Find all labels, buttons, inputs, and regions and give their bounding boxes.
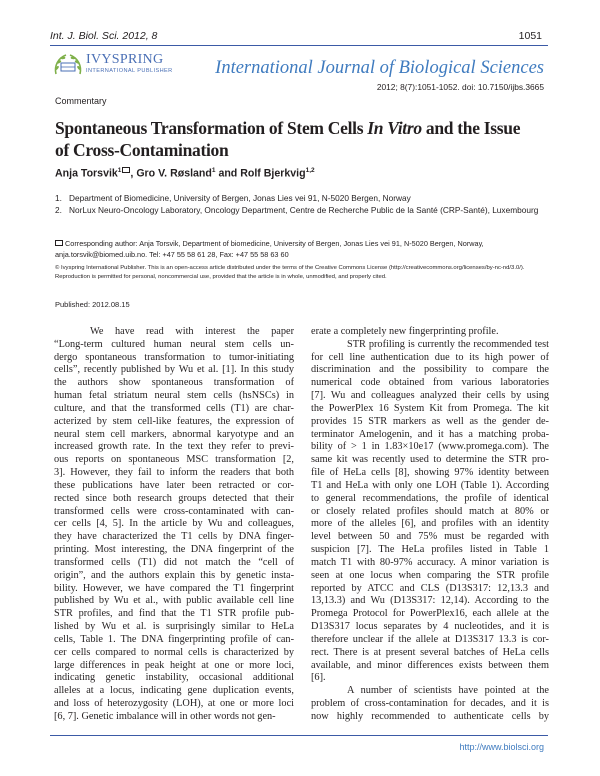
body-text-line: printing. Most interesting, the DNA fingerprint of the [54, 544, 294, 556]
body-text-line: provides 15 STR markers as well as the gender de- [311, 415, 549, 427]
body-text-line: dergo spontaneous transformation to tumor-initiating [54, 351, 294, 363]
affiliation-text: NorLux Neuro-Oncology Laboratory, Oncology Department, Centre de Recherche Public de la Santé (CRP-Santé), Luxembourg [69, 205, 539, 215]
corresponding-author [55, 239, 550, 260]
page-number: 1051 [518, 30, 542, 42]
body-text-line: D13S317 locus separates by 4 nucleotides, and it is [311, 621, 549, 633]
author-affil-ref: 1,2 [305, 167, 315, 174]
body-text-line: problem of cross-contamination for decades, and it is [311, 698, 549, 710]
body-column-left [54, 326, 294, 724]
body-text-line: file of HeLa cells [8], showing 97% identity between [311, 467, 549, 479]
journal-url-link[interactable]: http://www.biolsci.org [459, 742, 544, 752]
affiliation-text: Department of Biomedicine, University of Bergen, Jonas Lies vei 91, N-5020 Bergen, Norway [69, 193, 411, 203]
license-notice: © Ivyspring International Publisher. This is an open-access article distributed under the terms of the Creative Commons License (http://creativecommons.org/licenses/by-nc-nd/3.0/). Reproduction is permitted for personal, noncommercial use, provided that the article is in whole, unmodified, and properly cited. [55, 265, 525, 281]
publisher-subtitle: INTERNATIONAL PUBLISHER [86, 68, 173, 74]
body-text-line: human fetal striatum neural stem cells (hsNSCs) in [54, 390, 294, 402]
laurel-icon [52, 52, 84, 78]
journal-title: International Journal of Biological Sciences [215, 58, 544, 78]
body-text-line: origin”, and the authors explain this by genetic insta- [54, 569, 294, 581]
body-text-line: transformed cells were cross-contaminated with can- [54, 505, 294, 517]
article-type: Commentary [55, 96, 107, 106]
header-rule [50, 45, 548, 46]
body-text-line: A number of scientists have pointed at the [347, 685, 549, 697]
body-text-line: cer cells [4, 5]. In the article by Wu and colleagues, [54, 518, 294, 530]
body-text-line: We have read with interest the paper [90, 326, 294, 337]
journal-short-ref: Int. J. Biol. Sci. 2012, 8 [50, 30, 158, 42]
author-name: Gro V. Røsland [136, 167, 212, 180]
body-text-line: [7]. Wu and colleagues analyzed their cells by using [311, 390, 549, 402]
title-italic: In Vitro [367, 118, 422, 138]
author-list: Anja Torsvik$^1$ , Gro V. Røsland$^1$ and Rolf Bjerkvig$^{1,2}$ [55, 167, 315, 180]
body-text-line: and loss of heterozygosity (LOH), at one or more loci [54, 698, 294, 710]
body-text-line: 13,13.3) and Wu (D13S317: 12,14). According to the [311, 595, 549, 607]
body-text-line: now highly recommended to authenticate cells by [311, 710, 549, 722]
body-text-line: they have characterized the T1 cells by DNA finger- [54, 531, 294, 543]
body-text-line: [6, 7]. Genetic imbalance will in other words not gen- [54, 710, 276, 722]
body-text-line: cer cells compared to normal cells is characterized by [54, 646, 294, 658]
author-name: Anja Torsvik [55, 167, 118, 180]
envelope-icon [122, 167, 130, 173]
article-title [55, 117, 525, 161]
envelope-icon [55, 240, 63, 246]
body-text-line: [6]. [311, 672, 326, 684]
affiliation-number: 2. [55, 205, 62, 215]
affiliation [55, 192, 550, 204]
body-text-line: for cell line authentication due to its high power of [311, 351, 549, 363]
body-text-line: seen at one locus when comparing the STR profile [311, 569, 549, 581]
body-text-line: suspicion [7]. The HeLa profiles listed in Table 1 [311, 544, 549, 556]
body-text-line: 3]. However, they fail to inform the readers that both [54, 467, 294, 479]
body-text-line: cells”, recently published by Wu et al. [1]. In this study [54, 364, 294, 376]
body-text-line: increased growth rate. In the text they refer to previ- [54, 441, 294, 453]
body-text-line: therefore unclear if the allele at D13S317 13.3 is cor- [311, 633, 549, 645]
body-text-line: reported by ATCC and CLS (D13S317: 12,13.3 and [311, 582, 549, 594]
body-text-line: transformed cells (T1) did not match the “cell of [54, 556, 294, 568]
body-text-line: STR profiles, and find that the T1 STR profile pub- [54, 608, 294, 620]
title-part-2: and the Issue of Cross-Contamination [55, 118, 521, 160]
body-text-line: culture, and that the transformed cells (T1) are char- [54, 402, 294, 414]
body-text-line: STR profiling is currently the recommended test [347, 338, 549, 350]
body-text-line: to general recommendations, the profile of identical [311, 492, 549, 504]
body-text-line: rect. There is at present several batches of HeLa cells [311, 646, 549, 658]
corresponding-text: Corresponding author: Anja Torsvik, Department of biomedicine, University of Bergen, Jonas Lies vei 91, N-5020 Bergen, Norway, anja.torsvik@biomed.uib.no. Tel: +47 55 58 61 28, Fax: +47 55 58 63 60 [55, 239, 484, 259]
affiliation-number: 1. [55, 193, 62, 203]
body-text-line: bility. However, we have compared the T1 fingerprint [54, 582, 294, 594]
publisher-logo [52, 50, 182, 80]
body-text-line: T1 and HeLa with only one LOH (Table 1). According [311, 479, 549, 491]
body-text-line: neural stem cell markers, abnormal karyotype and an [54, 428, 294, 440]
author-affil-ref: 1 [117, 167, 122, 174]
body-text-line: alleles at a locus, indicating gene duplication events, [54, 685, 294, 697]
body-text-line: published by Wu et al., with public available cell line [54, 595, 294, 607]
body-text-line: level between 50 and 75% must be regarded with [311, 531, 549, 543]
body-text-line: the authors show spontaneous transformation of [54, 377, 294, 389]
body-text-line: match T1 with 80-97% accuracy. A minor variation is [311, 556, 549, 568]
author-name: Rolf Bjerkvig [240, 167, 306, 180]
author-affil-ref: 1 [211, 167, 216, 174]
publisher-name: IVYSPRING [86, 52, 164, 67]
body-text-line: same kit was recently used to determine the STR pro- [311, 454, 549, 466]
body-text-line: large differences in peak height at one or more loci, [54, 659, 294, 671]
affiliation [55, 204, 550, 216]
affiliations [55, 192, 550, 216]
citation: 2012; 8(7):1051-1052. doi: 10.7150/ijbs.3665 [376, 82, 544, 92]
body-text-line: more of the alleles [6], and profiles with an identity [311, 518, 549, 530]
body-text-line: ous reports on spontaneous MSC transformation [2, [54, 454, 294, 466]
body-text-line: bility of > 1 in 1.83×10e17 (www.promega.com). The [311, 441, 549, 453]
body-text-line: lished by Wu et al. is surprisingly similar to HeLa [54, 621, 294, 633]
body-text-line: available, and minor differences exists between them [311, 659, 549, 671]
body-text-line: terminator Amelogenin, and it has a matching proba- [311, 428, 549, 440]
body-text-line: erate a completely new fingerprinting profile. [311, 326, 499, 337]
published-date: Published: 2012.08.15 [55, 300, 130, 309]
body-text-line: discrimination and the possibility to compare the [311, 364, 549, 376]
body-text-line: Promega Protocol for PowerPlex16, each allele at the [311, 608, 549, 620]
body-text-line: acterized by stem cell-like features, the expression of [54, 415, 294, 427]
body-text-line: the PowerPlex 16 System Kit from Promega. The kit [311, 402, 549, 414]
body-text-line: “Long-term cultured human neural stem cells un- [54, 338, 294, 350]
body-text-line: or closely related profiles should match at 80% or [311, 505, 549, 517]
body-column-right [311, 326, 549, 724]
body-text-line: these publications have later been retracted or cor- [54, 479, 294, 491]
body-text-line: indicating genetic instability, occasional additional [54, 672, 294, 684]
body-text-line: rected since both research groups detected that their [54, 492, 294, 504]
title-part-1: Spontaneous Transformation of Stem Cells [55, 118, 368, 138]
body-text-line: numerical code obtained from various laboratories [311, 377, 549, 389]
body-text-line: cells, Table 1. The DNA fingerprinting profile of can- [54, 633, 294, 645]
footer-rule [50, 735, 548, 736]
